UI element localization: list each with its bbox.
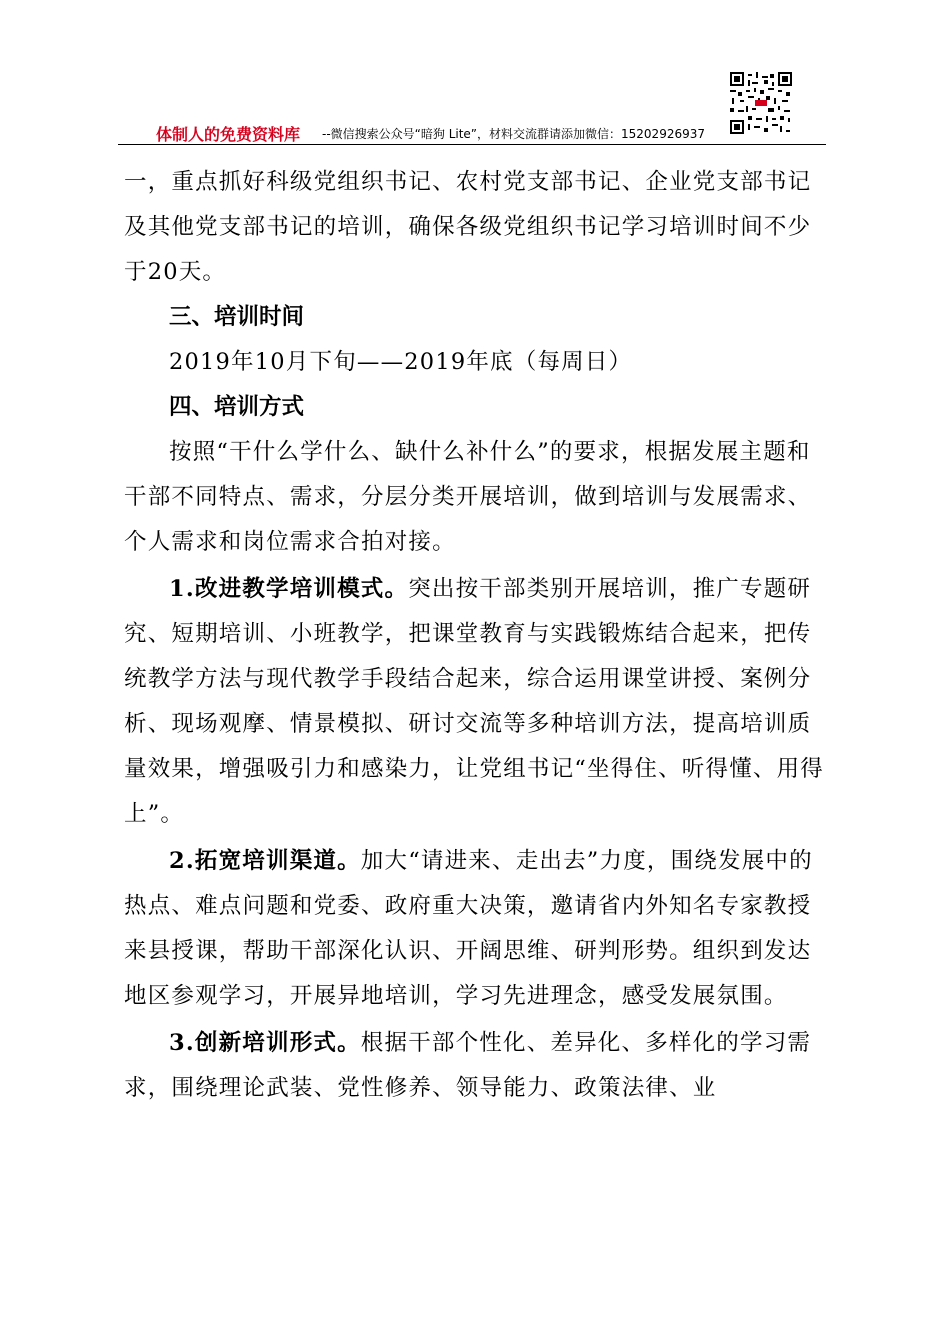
training-method-intro: 按照“干什么学什么、缺什么补什么”的要求，根据发展主题和干部不同特点、需求，分层分类开展培训，做到培训与发展需求、个人需求和岗位需求合拍对接。 — [124, 439, 812, 555]
training-time-text: 2019年10月下旬——2019年底（每周日） — [169, 349, 633, 375]
brand-name: 体制人的免费资料库 — [156, 125, 301, 144]
paragraph-continuation: 一，重点抓好科级党组织书记、农村党支部书记、企业党支部书记及其他党支部书记的培训，确保各级党组织书记学习培训时间不少于20天。 — [124, 169, 812, 285]
qr-code-icon — [730, 72, 792, 134]
document-body — [124, 160, 830, 1111]
list-item-2-body: 加大“请进来、走出去”力度，围绕发展中的热点、难点问题和党委、政府重大决策，邀请省内外知名专家教授来县授课，帮助干部深化认识、开阔思维、研判形势。组织到发达地区参观学习，开展异地培训，学习先进理念，感受发展氛围。 — [124, 848, 813, 1009]
list-item-3 — [124, 1021, 830, 1111]
section-heading-training-method: 四、培训方式 — [169, 394, 305, 420]
list-item-3-body: 根据干部个性化、差异化、多样化的学习需求，围绕理论武装、党性修养、领导能力、政策法律、业 — [124, 1030, 812, 1101]
header-tagline: --微信搜索公众号“暗狗 Lite”，材料交流群请添加微信：15202926937 — [322, 127, 705, 141]
section-heading-training-time: 三、培训时间 — [169, 304, 305, 330]
list-item-3-title: 3.创新培训形式。 — [169, 1030, 361, 1056]
list-item-1-body: 突出按干部类别开展培训，推广专题研究、短期培训、小班教学，把课堂教育与实践锻炼结合起来，把传统教学方法与现代教学手段结合起来，综合运用课堂讲授、案例分析、现场观摩、情景模拟、研讨交流等多种培训方法，提高培训质量效果，增强吸引力和感染力，让党组书记“坐得住、听得懂、用得上”。 — [124, 576, 825, 827]
list-item-1-title: 1.改进教学培训模式。 — [169, 576, 409, 602]
list-item-2 — [124, 839, 830, 1019]
page-header — [118, 70, 826, 146]
list-item-2-title: 2.拓宽培训渠道。 — [169, 848, 361, 874]
header-divider — [118, 144, 826, 145]
list-item-1 — [124, 567, 830, 837]
